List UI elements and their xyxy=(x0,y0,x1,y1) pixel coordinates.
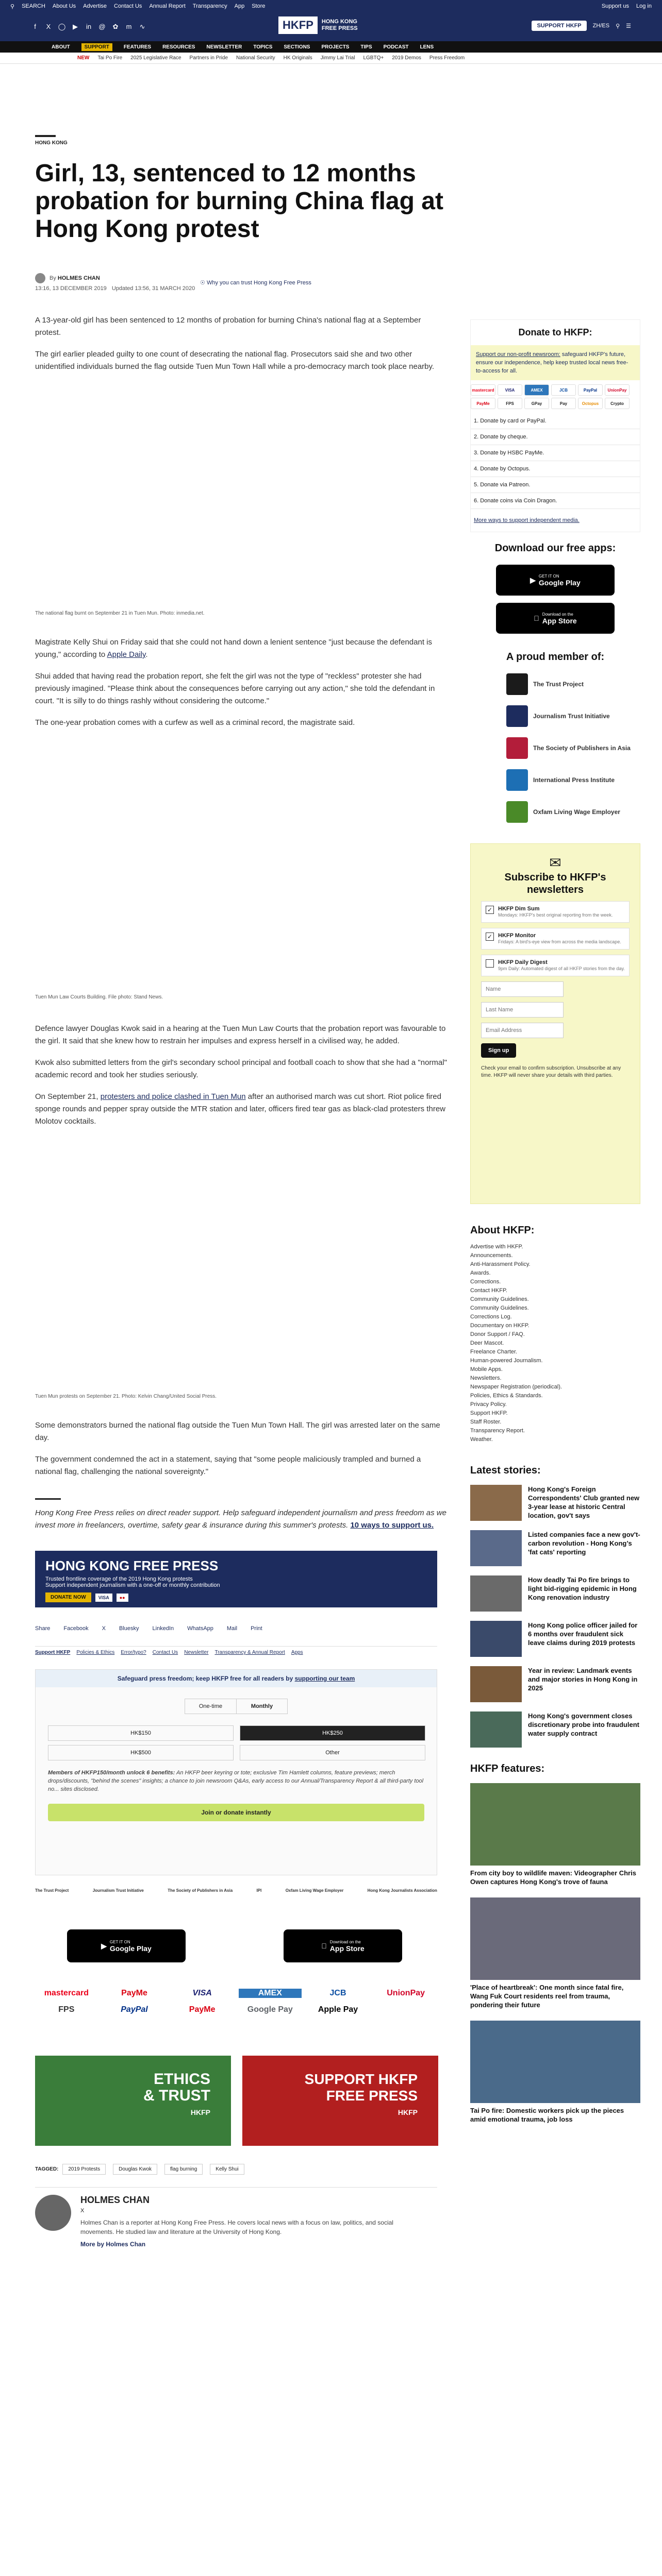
youtube-icon[interactable]: ▶ xyxy=(73,23,78,30)
instagram-icon[interactable]: ◯ xyxy=(58,23,66,30)
latest-stories xyxy=(470,1485,640,1748)
updated-date: Updated 13:56, 31 MARCH 2020 xyxy=(111,285,195,292)
latest-story[interactable]: Hong Kong's Foreign Correspondents' Club granted new 3-year lease at historic Central location, gov't says xyxy=(470,1485,640,1521)
google-play-icon: ▶ xyxy=(530,575,536,584)
share-row xyxy=(35,1625,262,1632)
member-logo-icon xyxy=(506,801,528,823)
member-logo: Hong Kong Journalists Association xyxy=(367,1888,437,1893)
about-link[interactable]: Announcements. xyxy=(470,1252,513,1259)
latest-story[interactable]: Hong Kong police officer jailed for 6 months over fraudulent sick leave claims during 2019 protests xyxy=(470,1621,640,1657)
google-play-button[interactable]: ▶ GET IT ON Google Play xyxy=(67,1929,186,1962)
latest-story[interactable]: How deadly Tai Po fire brings to light bid-rigging epidemic in Hong Kong renovation industry xyxy=(470,1575,640,1612)
topbar-link-support[interactable]: Support us xyxy=(601,3,630,9)
donate-banner[interactable] xyxy=(35,1551,437,1607)
trending-jimmy-lai[interactable]: Jimmy Lai Trial xyxy=(320,55,355,61)
trending-tai-po-fire[interactable]: Tai Po Fire xyxy=(97,55,123,61)
topbar-link-app[interactable]: App xyxy=(234,3,245,9)
feature-story[interactable]: Tai Po fire: Domestic workers pick up the pieces amid emotional trauma, job loss xyxy=(470,2021,640,2124)
member-sopa[interactable]: The Society of Publishers in Asia xyxy=(506,737,640,759)
share-label: Share xyxy=(35,1625,51,1632)
checkbox-checked[interactable]: ✓ xyxy=(486,933,494,941)
nav-projects[interactable]: PROJECTS xyxy=(321,44,350,50)
card-icon: VISA xyxy=(95,1594,112,1602)
article-title: Girl, 13, sentenced to 12 months probation for burning China flag at Hong Kong protest xyxy=(35,160,443,243)
visa-icon: VISA xyxy=(498,384,522,396)
donate-intro: Support our non-profit newsroom: safeguard HKFP's future, ensure our independence, help keep trusted local news free-to-access for all. xyxy=(471,345,640,380)
about-link[interactable]: Corrections. xyxy=(470,1279,501,1285)
topbar-link-annual-report[interactable]: Annual Report xyxy=(149,3,186,9)
search-icon[interactable]: ⚲ xyxy=(616,23,620,29)
donate-option[interactable]: 5. Donate via Patreon. xyxy=(471,477,640,493)
payment-logos xyxy=(35,1989,437,2014)
image-caption: Tuen Mun Law Courts Building. File photo: Stand News. xyxy=(35,994,163,1000)
story-thumbnail xyxy=(470,1621,522,1657)
newsletter-option-monitor[interactable]: ✓ HKFP Monitor Fridays: A bird's-eye view from across the media landscape. xyxy=(481,928,630,950)
nav-sections[interactable]: SECTIONS xyxy=(284,44,310,50)
member-oxfam[interactable]: Oxfam Living Wage Employer xyxy=(506,801,640,823)
latest-story[interactable]: Year in review: Landmark events and major stories in Hong Kong in 2025 xyxy=(470,1666,640,1702)
trending-hk-originals[interactable]: HK Originals xyxy=(283,55,312,61)
trending-lgbtq[interactable]: LGBTQ+ xyxy=(363,55,384,61)
support-newsroom-link[interactable]: Support our non-profit newsroom: xyxy=(476,351,560,358)
paragraph: On September 21, protesters and police clashed in Tuen Mun after an authorised march was cut short. Riot police fired sponge rounds and pepper spray outside the MTR station and later, officers fired tear gas as black-clad protesters threw Molotov cocktails. xyxy=(35,1092,445,1126)
amex-icon: AMEX xyxy=(524,384,549,396)
payme-icon: PayMe xyxy=(471,398,495,409)
donate-option[interactable]: 4. Donate by Octopus. xyxy=(471,461,640,477)
trust-link-label: Why you can trust Hong Kong Free Press xyxy=(206,280,311,286)
rss-icon[interactable]: ∿ xyxy=(139,23,145,30)
appeal-rule xyxy=(35,1498,61,1500)
topbar-link-advertise[interactable]: Advertise xyxy=(83,3,107,9)
amex-logo: AMEX xyxy=(239,1989,302,1998)
feature-image xyxy=(470,1783,640,1866)
visa-logo: VISA xyxy=(192,1989,212,1997)
menu-icon[interactable]: ☰ xyxy=(626,23,631,29)
payme-logo: PayMe xyxy=(121,1989,147,1997)
sign-up-button[interactable]: Sign up xyxy=(481,1043,516,1058)
member-logo: IPI xyxy=(256,1888,262,1893)
logo-line-1: HONG KONG xyxy=(321,19,357,25)
image-caption: The national flag burnt on September 21 in Tuen Mun. Photo: inmedia.net. xyxy=(35,611,205,616)
nav-support[interactable]: SUPPORT xyxy=(81,43,112,51)
ways-to-support-link[interactable]: 10 ways to support us. xyxy=(350,1521,434,1530)
site-logo[interactable] xyxy=(278,16,358,34)
member-ipi[interactable]: International Press Institute xyxy=(506,769,640,791)
fps-icon: FPS xyxy=(498,398,522,409)
paragraph: Some demonstrators burned the national flag outside the Tuen Mun Town Hall. The girl was arrested later on the same day. xyxy=(35,1421,440,1442)
newsletter-option-daily-digest[interactable]: HKFP Daily Digest 9pm Daily: Automated digest of all HKFP stories from the day. xyxy=(481,955,630,976)
member-logos-row xyxy=(35,1888,437,1893)
author-box xyxy=(35,2187,437,2248)
paragraph: Defence lawyer Douglas Kwok said in a hearing at the Tuen Mun Law Courts that the probation report was favourable to the girl. It said that she knew how to restrain her impulses and express herself in a civilised way, he added. xyxy=(35,1024,446,1045)
features-heading: HKFP features: xyxy=(470,1763,545,1774)
byline-author[interactable]: HOLMES CHAN xyxy=(57,275,100,281)
jcb-icon: JCB xyxy=(551,384,576,396)
x-icon[interactable]: X xyxy=(80,2208,85,2214)
nav-topics[interactable]: TOPICS xyxy=(253,44,273,50)
newsletter-note: Check your email to confirm subscription. Unsubscribe at any time. HKFP will never share your details with third parties. xyxy=(481,1065,621,1078)
jcb-logo: JCB xyxy=(329,1989,346,1997)
author-avatar[interactable] xyxy=(35,273,45,283)
facebook-icon[interactable]: f xyxy=(34,23,36,30)
author-bio: Holmes Chan is a reporter at Hong Kong Free Press. He covers local news with a focus on law, politics, and social movements. He studied law and literature at the University of Hong Kong. xyxy=(80,2219,393,2235)
topbar-link-about[interactable]: About Us xyxy=(52,3,76,9)
paypal-logo: PayPal xyxy=(121,2005,148,2014)
app-store-button[interactable]: Download on the App Store xyxy=(496,603,615,634)
gpay-logo: Google Pay xyxy=(247,2005,293,2014)
latest-story[interactable]: Hong Kong's government closes discretionary probe into fraudulent water supply contract xyxy=(470,1711,640,1748)
support-team-link[interactable]: supporting our team xyxy=(294,1675,355,1682)
latest-heading: Latest stories: xyxy=(470,1465,541,1476)
mastercard-logo: mastercard xyxy=(44,1989,89,1997)
apple-icon xyxy=(534,614,539,622)
footer-apps[interactable]: Apps xyxy=(291,1650,303,1655)
topbar-link-contact[interactable]: Contact Us xyxy=(114,3,142,9)
payme-logo: PayMe xyxy=(189,2005,216,2014)
donate-option[interactable]: 3. Donate by HSBC PayMe. xyxy=(471,445,640,461)
amount-option[interactable]: HK$150 xyxy=(48,1725,234,1741)
about-link[interactable]: Community Guidelines. xyxy=(470,1305,529,1311)
banner-donate-button[interactable]: DONATE NOW xyxy=(45,1592,91,1602)
tagged-label: TAGGED: xyxy=(35,2166,59,2172)
about-link[interactable]: Donor Support / FAQ. xyxy=(470,1331,525,1337)
story-thumbnail xyxy=(470,1530,522,1566)
paypal-icon: PayPal xyxy=(578,384,603,396)
footer-support-hkfp[interactable]: Support HKFP xyxy=(35,1650,71,1655)
about-link[interactable]: Mobile Apps. xyxy=(470,1366,503,1372)
tuen-mun-clash-link[interactable]: protesters and police clashed in Tuen Mun xyxy=(100,1092,246,1101)
checkbox-unchecked[interactable] xyxy=(486,959,494,968)
about-heading: About HKFP: xyxy=(470,1225,535,1236)
member-logo: Oxfam Living Wage Employer xyxy=(285,1888,344,1893)
author-name[interactable]: HOLMES CHAN xyxy=(80,2195,150,2205)
donate-option[interactable]: 2. Donate by cheque. xyxy=(471,429,640,445)
banner-subtitle-2: Support independent journalism with a one-off or monthly contribution xyxy=(45,1582,220,1588)
feature-story[interactable]: From city boy to wildlife maven: Videographer Chris Owen captures Hong Kong's trove of fauna xyxy=(470,1783,640,1886)
gpay-icon: GPay xyxy=(524,398,549,409)
unionpay-icon: UnionPay xyxy=(605,384,630,396)
latest-story[interactable]: Listed companies face a new gov't-carbon revolution - Hong Kong’s 'fat cats' reporting xyxy=(470,1530,640,1566)
paragraph: Shui added that having read the probation report, she felt the girl was not the type of "reckless" protester she had previously imagined. "Please think about the consequences before carrying out any action," she told the defendant in court. "It is silly to do things rashly without considering the outcome." xyxy=(35,672,435,705)
about-link[interactable]: Anti-Harassment Policy. xyxy=(470,1261,531,1267)
member-logo-icon xyxy=(506,737,528,759)
donation-widget xyxy=(35,1669,437,1875)
nav-podcast[interactable]: PODCAST xyxy=(383,44,409,50)
more-ways-link[interactable]: More ways to support independent media. xyxy=(474,517,580,523)
mastercard-icon: mastercard xyxy=(471,384,495,396)
x-icon[interactable]: X xyxy=(46,23,51,30)
trust-link[interactable] xyxy=(200,279,311,286)
feature-image xyxy=(470,2021,640,2103)
nav-tips[interactable]: TIPS xyxy=(360,44,372,50)
footer-transparency[interactable]: Transparency & Annual Report xyxy=(214,1650,285,1655)
about-link[interactable]: Corrections Log. xyxy=(470,1314,512,1320)
first-name-field[interactable] xyxy=(481,981,564,997)
paragraph: Kwok also submitted letters from the girl's secondary school principal and football coach to show that she had a "normal" academic record and took her studies seriously. xyxy=(35,1058,447,1079)
about-link[interactable]: Support HKFP. xyxy=(470,1410,508,1416)
newsletter-heading: Subscribe to HKFP's newsletters xyxy=(504,872,606,895)
amount-option[interactable]: HK$500 xyxy=(48,1745,234,1760)
main-nav xyxy=(0,41,662,53)
tag-link[interactable]: Kelly Shui xyxy=(210,2164,244,2175)
threads-icon[interactable]: @ xyxy=(98,23,106,30)
newsletter-option-dim-sum[interactable]: ✓ HKFP Dim Sum Mondays: HKFP's best original reporting from the week. xyxy=(481,901,630,923)
amount-option-other[interactable]: Other xyxy=(240,1745,425,1760)
about-link[interactable]: Community Guidelines. xyxy=(470,1296,529,1302)
about-link[interactable]: Deer Mascot. xyxy=(470,1340,504,1346)
applepay-logo: Apple Pay xyxy=(318,2005,358,2014)
about-link[interactable]: Staff Roster. xyxy=(470,1419,502,1425)
language-switch[interactable]: ZH/ES xyxy=(592,23,610,29)
crypto-icon: Crypto xyxy=(605,398,630,409)
story-thumbnail xyxy=(470,1575,522,1612)
footer-newsletter[interactable]: Newsletter xyxy=(184,1650,209,1655)
about-link[interactable]: Transparency Report. xyxy=(470,1428,525,1434)
share-x[interactable]: X xyxy=(102,1625,106,1632)
mail-icon: ✉ xyxy=(549,855,561,871)
article-image-flag xyxy=(35,399,448,605)
byline xyxy=(35,273,311,292)
apple-icon xyxy=(321,1942,327,1950)
member-logos xyxy=(470,663,640,823)
unionpay-logo: UnionPay xyxy=(387,1989,425,1997)
trending-legco-race[interactable]: 2025 Legislative Race xyxy=(130,55,181,61)
share-mail[interactable]: Mail xyxy=(226,1625,238,1632)
feature-stories xyxy=(470,1783,640,2124)
paragraph: A 13-year-old girl has been sentenced to 12 months of probation for burning China's national flag at a September protest. xyxy=(35,316,421,337)
about-link[interactable]: Newsletters. xyxy=(470,1375,502,1381)
donate-options xyxy=(471,413,640,509)
trending-national-security[interactable]: National Security xyxy=(236,55,275,61)
donation-widget-header: Safeguard press freedom; keep HKFP free for all readers by supporting our team xyxy=(36,1670,437,1687)
tag-list xyxy=(35,2164,247,2175)
about-link[interactable]: Weather. xyxy=(470,1436,493,1443)
checkbox-checked[interactable]: ✓ xyxy=(486,906,494,914)
feature-story[interactable]: 'Place of heartbreak': One month since fatal fire, Wang Fuk Court residents reel from trauma, pondering their future xyxy=(470,1897,640,2009)
nav-newsletter[interactable]: NEWSLETTER xyxy=(206,44,242,50)
author-photo[interactable] xyxy=(35,2195,71,2231)
member-trust-project[interactable]: The Trust Project xyxy=(506,673,640,695)
trending-2019-demos[interactable]: 2019 Demos xyxy=(392,55,421,61)
about-link[interactable]: Newspaper Registration (periodical). xyxy=(470,1384,562,1390)
social-links xyxy=(31,23,146,31)
newsletter-signup xyxy=(470,843,640,1204)
topbar-link-login[interactable]: Log in xyxy=(636,3,652,9)
article-image-protest xyxy=(35,1175,448,1391)
google-play-icon: ▶ xyxy=(101,1941,107,1950)
article-image-courts xyxy=(35,783,448,989)
google-play-button[interactable]: ▶ GET IT ON Google Play xyxy=(496,565,615,596)
member-logo-icon xyxy=(506,673,528,695)
last-name-field[interactable] xyxy=(481,1002,564,1018)
logo-line-2: FREE PRESS xyxy=(321,25,358,31)
email-field[interactable] xyxy=(481,1023,564,1038)
donate-option[interactable]: 1. Donate by card or PayPal. xyxy=(471,413,640,429)
donate-instantly-button[interactable]: Join or donate instantly xyxy=(48,1804,424,1821)
amount-option-selected[interactable]: HK$250 xyxy=(240,1725,425,1741)
story-thumbnail xyxy=(470,1711,522,1748)
trending-nav xyxy=(0,53,662,64)
about-link[interactable]: Freelance Charter. xyxy=(470,1349,518,1355)
bluesky-icon[interactable]: ✿ xyxy=(112,23,119,30)
paragraph: The one-year probation comes with a curfew as well as a criminal record, the magistrate said. xyxy=(35,718,355,727)
member-logo: Journalism Trust Initiative xyxy=(92,1888,144,1893)
share-bluesky[interactable]: Bluesky xyxy=(119,1625,139,1632)
more-by-author-link[interactable]: More by Holmes Chan xyxy=(80,2241,146,2248)
logo-mark: HKFP xyxy=(278,16,318,34)
linkedin-icon[interactable]: in xyxy=(86,23,92,30)
about-link[interactable]: Human-powered Journalism. xyxy=(470,1358,543,1364)
new-badge: NEW xyxy=(77,55,90,61)
apps-heading: Download our free apps: xyxy=(494,543,616,554)
banner-subtitle-1: Trusted frontline coverage of the 2019 Hong Kong protests xyxy=(45,1576,193,1582)
article-body xyxy=(35,314,448,382)
topbar-search-link[interactable]: SEARCH xyxy=(22,3,45,9)
tag-link[interactable]: Douglas Kwok xyxy=(113,2164,157,2175)
about-links xyxy=(470,1243,640,1444)
nav-resources[interactable]: RESOURCES xyxy=(162,44,195,50)
member-logo-icon xyxy=(506,769,528,791)
about-link[interactable]: Advertise with HKFP. xyxy=(470,1244,523,1250)
shield-icon: ☉ xyxy=(200,280,205,286)
story-thumbnail xyxy=(470,1485,522,1521)
card-icon: ●● xyxy=(117,1594,128,1602)
applepay-icon: Pay xyxy=(551,398,576,409)
donate-heading: Donate to HKFP: xyxy=(518,327,592,337)
image-caption: Tuen Mun protests on September 21. Photo: Kelvin Chang/United Social Press. xyxy=(35,1394,217,1399)
membership-benefits: Members of HKFP150/month unlock 6 benefits: An HKFP beer keyring or tote; exclusive Tim Hamlett columns, feature previews; merch drops/discounts, "behind the scenes" insights; a chance to join newsroom Q&As, early access to our Annual/Transparency Report & all third-party tool no... sites disclosed. xyxy=(48,1770,424,1792)
paragraph: The government condemned the act in a statement, saying that "some people maliciously trampled and burned a national flag, challenging the national sovereignty." xyxy=(35,1455,421,1476)
topbar-link-transparency[interactable]: Transparency xyxy=(192,3,227,9)
feature-image xyxy=(470,1897,640,1980)
member-logo: The Society of Publishers in Asia xyxy=(168,1888,233,1893)
support-appeal: Hong Kong Free Press relies on direct reader support. Help safeguard independent journalism and press freedom as we invest more in freelancers, overtime, safety gear & insurance during this summer's protests. 10 ways to support us. xyxy=(35,1509,446,1530)
about-link[interactable]: Privacy Policy. xyxy=(470,1401,507,1408)
donate-option[interactable]: 6. Donate coins via Coin Dragon. xyxy=(471,493,640,509)
support-hkfp-promo[interactable]: SUPPORT HKFP FREE PRESS HKFP xyxy=(242,2056,438,2146)
trending-partners-in-pride[interactable]: Partners in Pride xyxy=(189,55,228,61)
nav-features[interactable]: FEATURES xyxy=(123,44,152,50)
story-thumbnail xyxy=(470,1666,522,1702)
mastodon-icon[interactable]: m xyxy=(126,23,132,30)
member-heading: A proud member of: xyxy=(506,651,605,663)
card-logos xyxy=(471,380,640,413)
trending-press-freedom[interactable]: Press Freedom xyxy=(429,55,465,61)
kicker-rule xyxy=(35,135,56,137)
donate-module xyxy=(470,319,640,532)
utility-bar xyxy=(0,0,662,12)
footer-policies[interactable]: Policies & Ethics xyxy=(76,1650,115,1655)
about-link[interactable]: Documentary on HKFP. xyxy=(470,1323,529,1329)
footer-contact[interactable]: Contact Us xyxy=(152,1650,178,1655)
banner-title: HONG KONG FREE PRESS xyxy=(45,1558,219,1573)
octopus-icon: Octopus xyxy=(578,398,603,409)
paragraph: The girl earlier pleaded guilty to one count of desecrating the national flag. Prosecutors said she and two other unidentified individuals burned the flag outside Tuen Mun Town Hall while a pro-democracy march took place nearby. xyxy=(35,350,435,371)
app-store-button[interactable]: Download on the App Store xyxy=(284,1929,402,1962)
support-hkfp-button[interactable]: SUPPORT HKFP xyxy=(532,21,586,31)
tag-link[interactable]: flag burning xyxy=(164,2164,203,2175)
share-facebook[interactable]: Facebook xyxy=(63,1625,89,1632)
fps-logo: FPS xyxy=(58,2005,75,2014)
share-linkedin[interactable]: LinkedIn xyxy=(152,1625,174,1632)
apple-daily-link[interactable]: Apple Daily xyxy=(107,650,146,659)
search-icon[interactable]: ⚲ xyxy=(10,3,15,10)
nav-about[interactable]: ABOUT xyxy=(52,44,70,50)
footer-error-typo[interactable]: Error/typo? xyxy=(121,1650,146,1655)
freq-monthly[interactable]: Monthly xyxy=(236,1699,288,1714)
about-link[interactable]: Contact HKFP. xyxy=(470,1287,507,1294)
section-kicker[interactable]: HONG KONG xyxy=(35,140,68,146)
tag-link[interactable]: 2019 Protests xyxy=(62,2164,106,2175)
freq-one-time[interactable]: One-time xyxy=(185,1699,236,1714)
sidebar xyxy=(470,319,640,2135)
paragraph: Magistrate Kelly Shui on Friday said that she could not hand down a lenient sentence "just because the defendant is young," according to Apple Daily. xyxy=(35,638,432,659)
about-link[interactable]: Awards. xyxy=(470,1270,491,1276)
topbar-link-store[interactable]: Store xyxy=(252,3,266,9)
byline-by: By xyxy=(49,275,56,281)
about-link[interactable]: Policies, Ethics & Standards. xyxy=(470,1393,543,1399)
share-whatsapp[interactable]: WhatsApp xyxy=(187,1625,213,1632)
member-logo-icon xyxy=(506,705,528,727)
share-print[interactable]: Print xyxy=(251,1625,262,1632)
nav-lens[interactable]: LENS xyxy=(420,44,434,50)
member-logo: The Trust Project xyxy=(35,1888,69,1893)
ethics-trust-promo[interactable]: ETHICS & TRUST HKFP xyxy=(35,2056,231,2146)
published-date: 13:16, 13 DECEMBER 2019 xyxy=(35,285,107,292)
masthead xyxy=(0,12,662,41)
member-jti[interactable]: Journalism Trust Initiative xyxy=(506,705,640,727)
article-footer-links xyxy=(35,1646,437,1655)
